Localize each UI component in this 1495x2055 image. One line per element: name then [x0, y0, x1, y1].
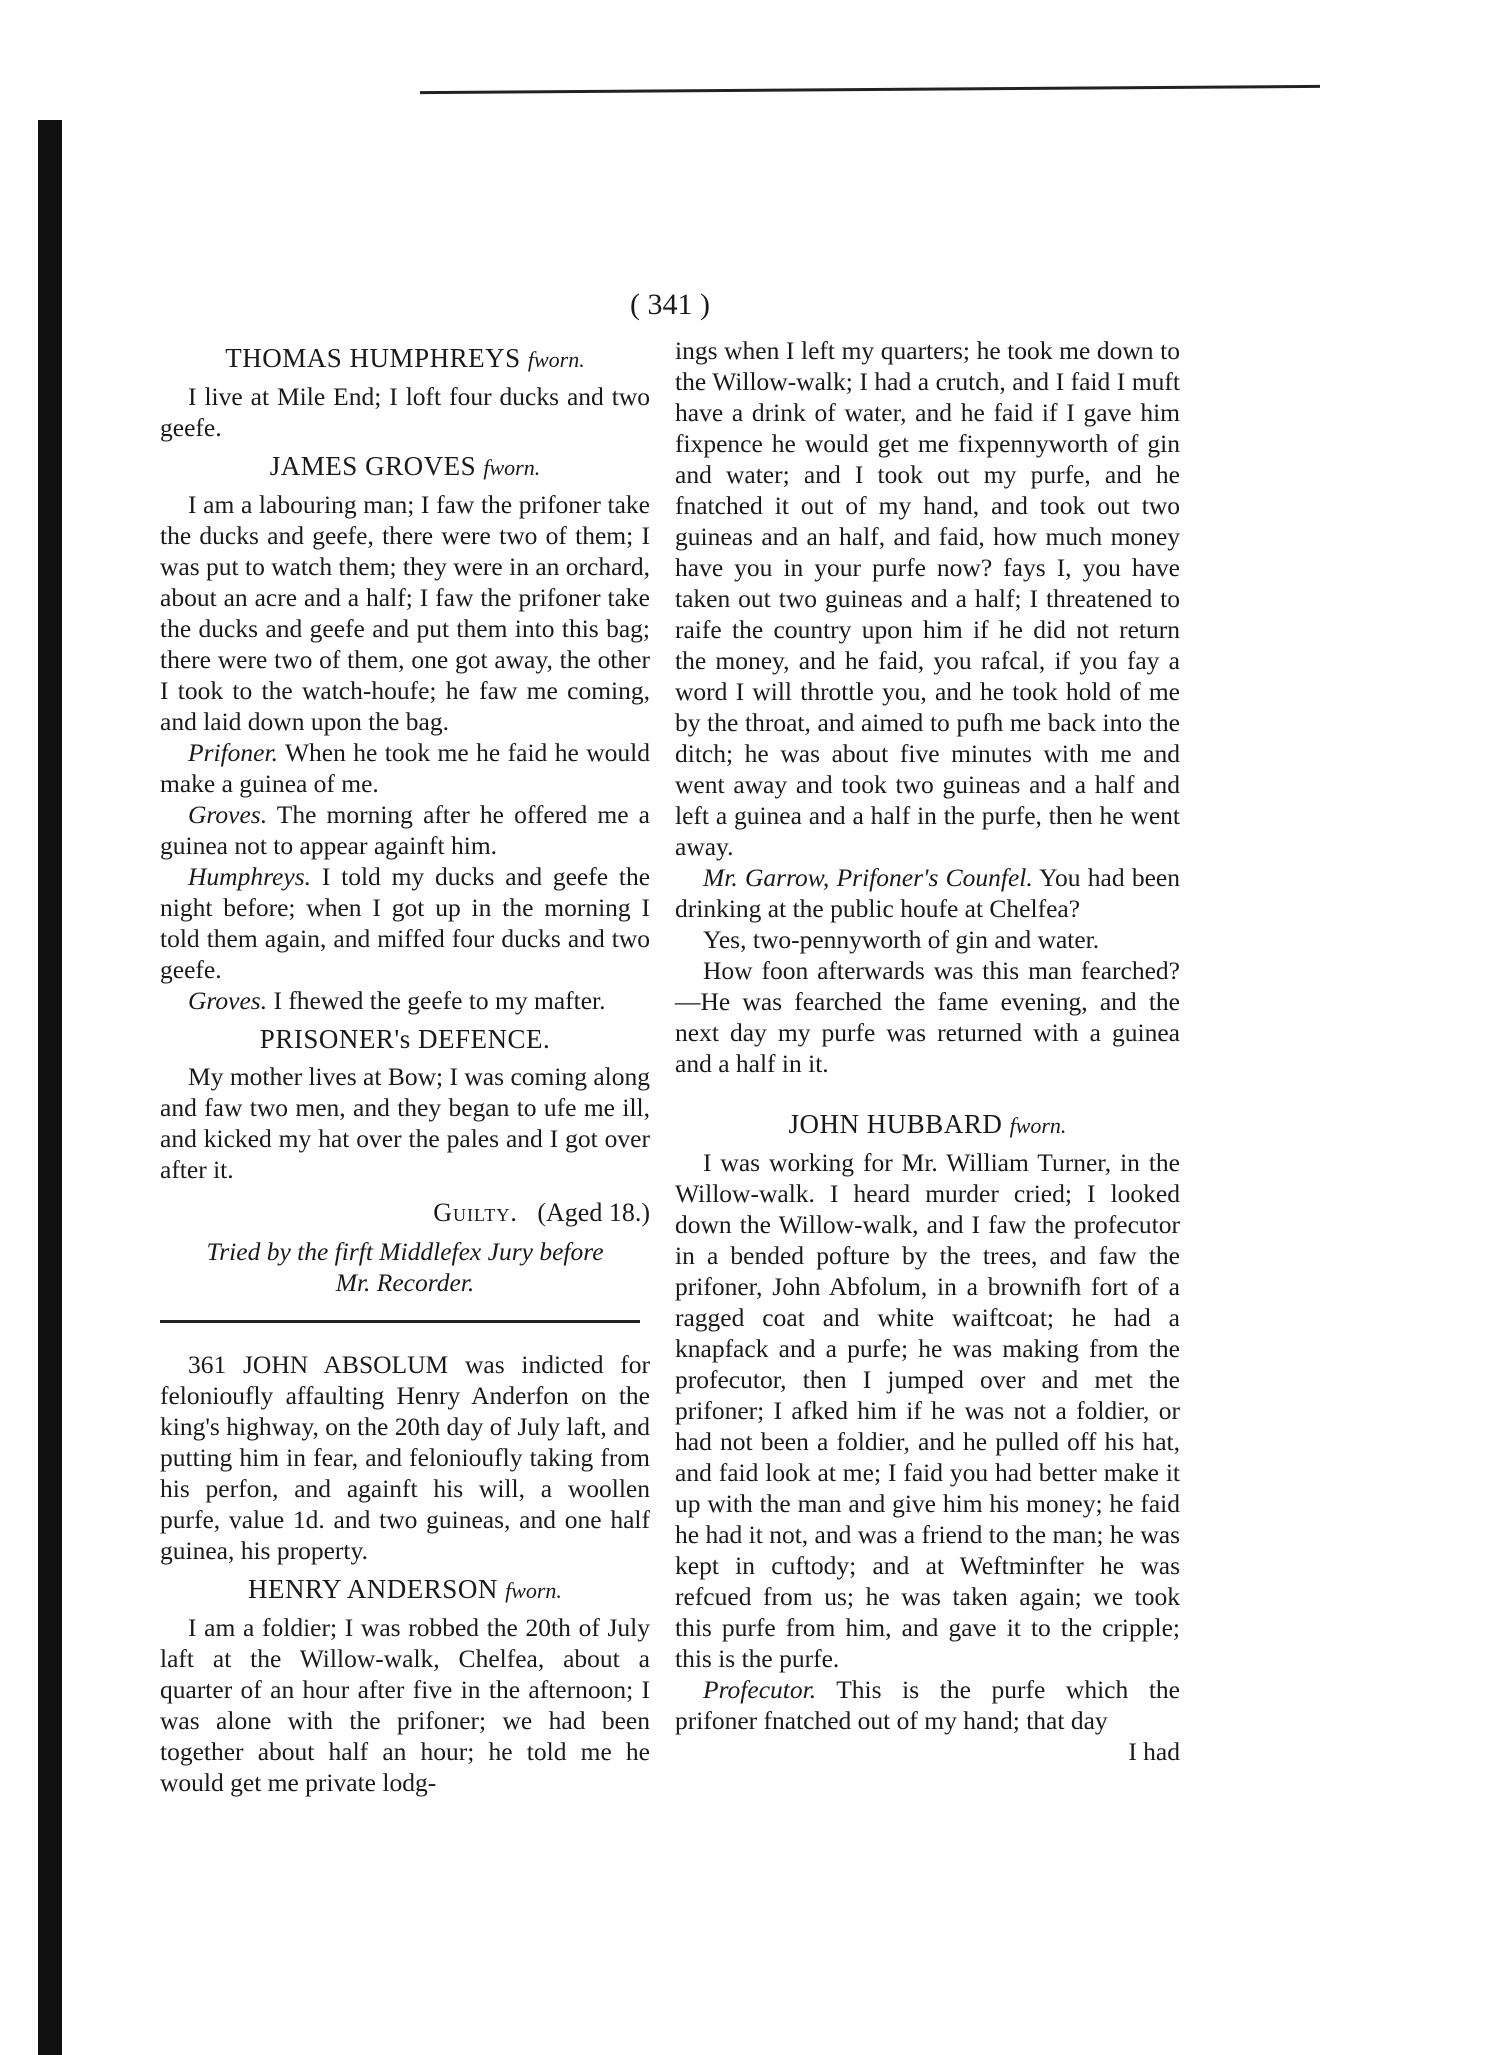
section-divider — [160, 1320, 640, 1323]
left-column — [160, 335, 650, 1798]
page-top-edge — [420, 85, 1320, 94]
witness-heading-anderson: HENRY ANDERSON fworn. — [248, 1574, 562, 1604]
verdict: Guilty. (Aged 18.) — [433, 1198, 650, 1227]
testimony-anderson: I am a foldier; I was robbed the 20th of July laft at the Willow-walk, Chelfea, about a quarter of an hour after five in the afternoon; I was alone with the prifoner; we had been together about half an hour; he told me he would get me private lodg- — [160, 1613, 650, 1797]
testimony-hubbard: I was working for Mr. William Turner, in the Willow-walk. I heard murder cried; I looked down the Willow-walk, and I faw the profecutor in a bended pofture by the trees, and faw the prifoner, John Abfolum, in a brownifh fort of a ragged coat and white waiftcoat; he had a knapfack and a purfe; he was making from the profecutor, then I jumped over and met the prifoner; I afked him if he was not a foldier, or had not been a foldier, and he pulled off his hat, and faid look at me; I faid you had better make it up with the man and give him his money; he faid he had it not, and was a friend to the man; he was kept in cuftody; and at Weftminfter he was refcued from us; he was taken again; we took this purfe from him, and gave it to the cripple; this is the purfe. — [675, 1148, 1180, 1673]
exchange-groves: Groves. The morning after he offered me a guinea not to appear againft him. — [160, 800, 650, 860]
witness-heading-hubbard: JOHN HUBBARD fworn. — [788, 1109, 1067, 1139]
prisoner-defence: My mother lives at Bow; I was coming along and faw two men, and they began to ufe me ill, and kicked my hat over the pales and I got over after it. — [160, 1062, 650, 1184]
testimony-anderson-continued: ings when I left my quarters; he took me down to the Willow-walk; I had a crutch, and I faid I muft have a drink of water, and he faid if I gave him fixpence he would get me fixpennyworth of gin and water; and I took out my purfe, and he fnatched it out of my hand, and took out two guineas and an half, and faid, how much money have you in your purfe now? fays I, you have taken out two guineas and a half; I threatened to raife the country upon him if he did not return the money, and he faid, you rafcal, if you fay a word I will throttle you, and he took hold of me by the throat, and aimed to pufh me back into the ditch; he was about five minutes with me and went away and took two guineas and a half and left a guinea and a half in the purfe, then he went away. — [675, 336, 1180, 861]
right-column — [675, 335, 1180, 1767]
book-binding-edge — [38, 120, 62, 2055]
defence-heading: PRISONER's DEFENCE. — [259, 1024, 551, 1054]
exchange-humphreys: Humphreys. I told my ducks and geefe the night before; when I got up in the morning I told them again, and miffed four ducks and two geefe. — [160, 862, 651, 984]
spacer — [675, 1079, 1180, 1101]
jury-note: Tried by the firft Middlefex Jury before Mr. Recorder. — [206, 1237, 604, 1297]
answer-gin: Yes, two-pennyworth of gin and water. — [703, 925, 1100, 954]
exchange-prosecutor: Profecutor. This is the purfe which the prifoner fnatched out of my hand; that day — [675, 1675, 1180, 1735]
exchange-groves-2: Groves. I fhewed the geefe to my mafter. — [188, 986, 606, 1015]
witness-heading-groves: JAMES GROVES fworn. — [269, 451, 541, 481]
testimony-humphreys: I live at Mile End; I loft four ducks and two geefe. — [160, 382, 650, 442]
exchange-garrow: Mr. Garrow, Prifoner's Counfel. You had been drinking at the public houfe at Chelfea? — [675, 863, 1180, 923]
answer-searched: How foon afterwards was this man fearched?—He was fearched the fame evening, and the next day my purfe was returned with a guinea and a half in it. — [675, 956, 1180, 1078]
witness-heading-humphreys: THOMAS HUMPHREYS fworn. — [225, 343, 585, 373]
testimony-groves: I am a labouring man; I faw the prifoner take the ducks and geefe, there were two of them; I was put to watch them; they were in an orchard, about an acre and a half; I faw the prifoner take the ducks and geefe and put them into this bag; there were two of them, one got away, the other I took to the watch-houfe; he faw me coming, and laid down upon the bag. — [160, 490, 651, 736]
catchword: I had — [1128, 1737, 1180, 1766]
page-number: ( 341 ) — [630, 288, 710, 321]
exchange-prisoner: Prifoner. When he took me he faid he would make a guinea of me. — [160, 738, 650, 798]
indictment-absolum: 361 JOHN ABSOLUM was indicted for felonioufly affaulting Henry Anderfon on the king's highway, on the 20th day of July laft, and putting him in fear, and felonioufly taking from his perfon, and againft his will, a woollen purfe, value 1d. and two guineas, and one half guinea, his property. — [160, 1350, 650, 1565]
